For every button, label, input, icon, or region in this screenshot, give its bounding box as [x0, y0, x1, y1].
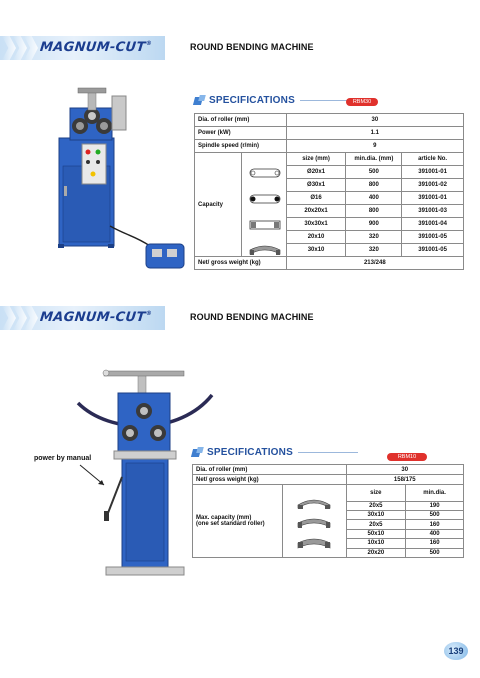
cap-size: 10x10 — [346, 539, 406, 548]
table-row — [195, 127, 464, 140]
foot-pedal — [146, 244, 184, 268]
cap-min-dia: 190 — [406, 501, 464, 510]
cap-min-dia: 500 — [346, 166, 402, 179]
capacity-header-row — [195, 153, 464, 166]
brand-mark: ® — [145, 40, 153, 47]
cap-min-dia: 320 — [346, 231, 402, 244]
cap-size: 30x10 — [346, 511, 406, 520]
capacity-label: Capacity — [198, 201, 224, 208]
row-value: 30 — [346, 465, 464, 475]
power-caption: power by manual — [34, 455, 92, 462]
cap-size: 20x20x1 — [286, 205, 346, 218]
table-row — [195, 114, 464, 127]
bender-head — [118, 393, 170, 451]
cap-size: 30x30x1 — [286, 218, 346, 231]
table-row — [193, 465, 464, 475]
capacity-label-line1: Max. capacity (mm) — [196, 515, 252, 521]
brand-logo — [39, 310, 152, 325]
flat-bar-hard-way-icon — [298, 519, 330, 528]
spec-bullet-icon — [194, 95, 206, 106]
spec-label: SPECIFICATIONS — [209, 95, 295, 106]
model-badge: RBM30 — [346, 98, 378, 106]
cap-size: 30x10 — [286, 244, 346, 257]
cap-article: 391001-05 — [402, 231, 464, 244]
row-value: 9 — [286, 140, 463, 153]
profile-icons — [241, 153, 286, 256]
row-value: 30 — [286, 114, 463, 127]
cap-size: 20x20 — [346, 548, 406, 557]
brand-logo-text: MAGNUM-CUT — [39, 310, 147, 325]
cap-min-dia: 320 — [346, 244, 402, 257]
cap-article: 391001-02 — [402, 179, 464, 192]
section2-title: ROUND BENDING MACHINE — [190, 312, 314, 322]
capacity-cell — [195, 153, 287, 257]
cap-article: 391001-03 — [402, 205, 464, 218]
cap-min-dia: 500 — [406, 548, 464, 557]
model-badge: RBM10 — [387, 453, 427, 461]
section1-spec-header — [194, 95, 464, 106]
weight-label: Net/ gross weight (kg) — [195, 257, 287, 270]
cap-article: 391001-04 — [402, 218, 464, 231]
col-header: size — [346, 485, 406, 502]
square-bar-icon — [298, 539, 330, 548]
cap-size: Ø16 — [286, 192, 346, 205]
cap-article: 391001-05 — [402, 244, 464, 257]
table-row — [193, 475, 464, 485]
flat-bar-profile-icon — [250, 246, 280, 255]
table-row — [195, 140, 464, 153]
col-header: min.dia. (mm) — [346, 153, 402, 166]
cap-min-dia: 400 — [346, 192, 402, 205]
col-header: min.dia. — [406, 485, 464, 502]
cap-min-dia: 800 — [346, 205, 402, 218]
cap-article: 391001-01 — [402, 166, 464, 179]
profile-icons — [282, 485, 346, 558]
spec-rule — [298, 452, 358, 453]
rbm30-machine-image — [50, 86, 190, 291]
cap-min-dia: 900 — [346, 218, 402, 231]
row-label: Spindle speed (r/min) — [195, 140, 287, 153]
bar-profile-icon — [250, 195, 280, 203]
brand-logo-text: MAGNUM-CUT — [39, 40, 147, 55]
spec-bullet-icon — [192, 447, 204, 458]
cap-size: 20x10 — [286, 231, 346, 244]
cap-article: 391001-01 — [402, 192, 464, 205]
table-row — [195, 257, 464, 270]
rbm30-spec-table — [194, 113, 464, 270]
cap-min-dia: 160 — [406, 520, 464, 529]
row-label: Power (kW) — [195, 127, 287, 140]
spec-label: SPECIFICATIONS — [207, 447, 293, 458]
row-label: Dia. of roller (mm) — [193, 465, 347, 475]
square-tube-profile-icon — [250, 221, 280, 229]
brand-logo — [39, 40, 152, 55]
caption-arrow-icon — [78, 463, 108, 489]
cap-min-dia: 400 — [406, 529, 464, 538]
row-value: 158/175 — [346, 475, 464, 485]
capacity-label-cell — [193, 485, 283, 558]
control-panel — [82, 144, 106, 184]
cap-min-dia: 500 — [406, 511, 464, 520]
row-label: Net/ gross weight (kg) — [193, 475, 347, 485]
cap-size: Ø20x1 — [286, 166, 346, 179]
cap-min-dia: 800 — [346, 179, 402, 192]
flat-bar-easy-way-icon — [298, 500, 330, 509]
cap-size: Ø30x1 — [286, 179, 346, 192]
cap-size: 20x5 — [346, 520, 406, 529]
tube-profile-icon — [250, 169, 280, 177]
hand-crank — [108, 477, 122, 513]
page-number: 139 — [444, 642, 468, 660]
section1-title: ROUND BENDING MACHINE — [190, 42, 314, 52]
cap-size: 50x10 — [346, 529, 406, 538]
row-value: 1.1 — [286, 127, 463, 140]
col-header: article No. — [402, 153, 464, 166]
rbm10-spec-table — [192, 464, 464, 558]
weight-value: 213/248 — [286, 257, 463, 270]
capacity-label-line2: (one set standard roller) — [196, 521, 265, 527]
col-header: size (mm) — [286, 153, 346, 166]
capacity-header-row — [193, 485, 464, 502]
brand-mark: ® — [145, 310, 153, 317]
cap-size: 20x5 — [346, 501, 406, 510]
row-label: Dia. of roller (mm) — [195, 114, 287, 127]
cap-min-dia: 160 — [406, 539, 464, 548]
